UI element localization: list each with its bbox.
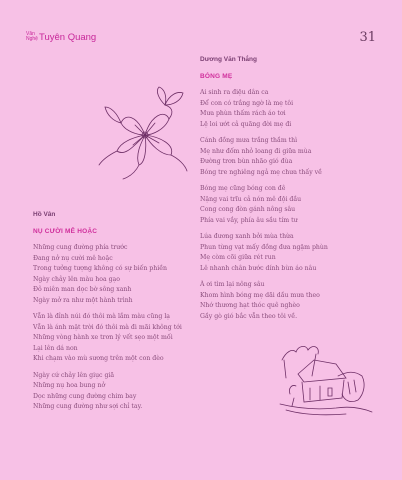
poem-line: Vẫn là ánh mặt trời đó thôi mà đi mãi không tới (33, 323, 182, 331)
poem-line: Mẹ còm cõi giữa rét run (200, 254, 276, 261)
poem-nu-cuoi-me-hoac (33, 210, 182, 413)
poem-line: Những cung đường như sợi chỉ tay. (33, 403, 143, 410)
poem-line: Lại lên dá non (33, 344, 78, 352)
poem-line: Phun từng vạt mấy đồng đưa ngậm phùn (200, 243, 328, 251)
page-number: 31 (359, 30, 376, 45)
poem-line: Khi chạm vào mù sương trên một con đèo (33, 355, 164, 362)
poem-line: Gầy gò gió bắc vẫn theo tôi về. (200, 312, 298, 320)
poem-title: BÓNG MẸ (200, 72, 233, 80)
poem-line: Ngày chảy lên màu hoa gạo (33, 275, 120, 283)
poem-author: Hồ Vân (33, 211, 56, 218)
poem-line: Khom hình bóng mẹ dãi dầu mưa theo (200, 291, 320, 299)
poem-line: Vẫn là đỉnh núi đó thôi mà lắm màu cũng lạ (33, 313, 170, 320)
poem-line: Trong tưởng tượng không có sự biến phiền (33, 265, 168, 272)
poem-line: Đang nở nụ cười mê hoặc (33, 254, 113, 262)
poem-line: Cong cong đòn gánh nông sâu (200, 206, 296, 213)
poem-line: Đỏ miên man dọc bờ sông xanh (33, 286, 132, 293)
poem-line: Ai sinh ra điệu dân ca (200, 89, 269, 96)
poem-line: Lệ loi ướt cả quãng đời mẹ đi (200, 120, 292, 128)
poem-line: Ngày mở ra như một hành trình (33, 296, 133, 304)
poem-title: NỤ CƯỜI MÊ HOẶC (33, 227, 98, 235)
poem-line: Mưa phùn thấm rách áo tơi (200, 110, 286, 117)
poem-line: Mẹ như đốm nhỏ loang đi giữa mùa (200, 147, 312, 155)
poem-line: Bóng mẹ cũng bóng con đê (200, 185, 286, 192)
poem-line: Lê nhanh chân bước dính bùn áo nâu (200, 264, 317, 272)
logo-small-line-1: Văn (26, 31, 35, 37)
poem-line: Những vòng hành xe trơn lý vết sẹo một mối (33, 334, 173, 341)
poem-line: Ngày cứ chảy lên giục giã (33, 371, 115, 379)
village-house-illustration-icon (276, 338, 376, 418)
poem-line: Bóng tre nghiêng ngả mẹ chưa thấy về (200, 168, 322, 176)
logo-small-line-2: Nghệ (26, 36, 38, 42)
poem-line: Để con có trắng ngờ là mẹ tôi (200, 99, 294, 107)
poem-line: Nhớ thương hạt thóc quê nghèo (200, 302, 300, 309)
poem-line: Đường trơn bùn nhão gió đùa (200, 158, 293, 165)
poem-line: Nặng vai trĩu cả nón mê đội đầu (200, 195, 302, 203)
poem-line: Những cung đường phía trước (33, 244, 128, 251)
poem-line: Những nụ hoa bung nở (33, 382, 106, 389)
poem-author: Dương Văn Thắng (200, 56, 257, 63)
flower-illustration-icon (95, 85, 195, 180)
poem-line: Lúa đương xanh bởi mùa thừa (200, 233, 294, 240)
poem-line: Cánh đồng mưa trắng thầm thì (200, 137, 298, 144)
poem-line: À ơi tìm lại nông sâu (200, 281, 265, 288)
poem-line: Dọc những cung đường chim bay (33, 392, 137, 400)
logo-small-text (26, 32, 40, 42)
logo-main-text: Tuyên Quang (39, 32, 97, 43)
poem-line: Phía vai vắy, phía âu sầu tím tư (200, 216, 298, 224)
poem-bong-me (200, 55, 328, 322)
